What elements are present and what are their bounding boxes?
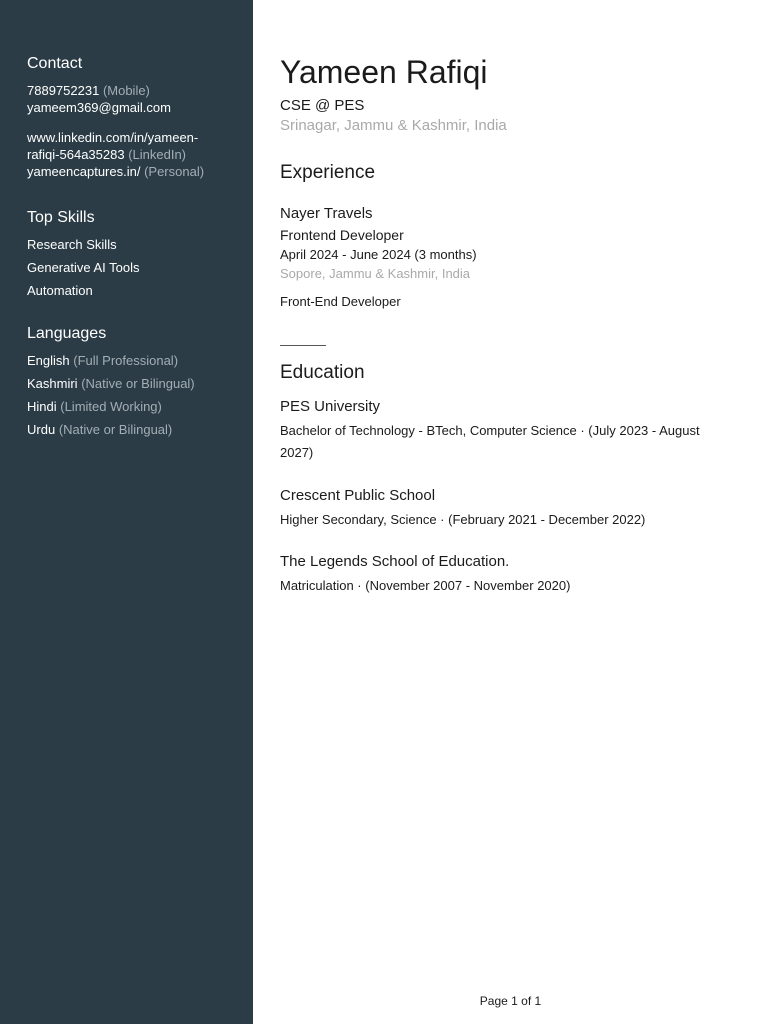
website-line — [27, 163, 242, 180]
languages-section — [27, 325, 242, 444]
experience-description: Front-End Developer — [280, 294, 401, 309]
language-name: English — [27, 353, 70, 368]
education-detail: Bachelor of Technology - BTech, Computer Science · (July 2023 - August 2027) — [280, 423, 700, 460]
linkedin-link-line1[interactable]: www.linkedin.com/in/yameen- — [27, 130, 199, 145]
language-item — [27, 398, 242, 415]
skills-heading: Top Skills — [27, 209, 95, 226]
language-item — [27, 421, 242, 438]
page-number: Page 1 of 1 — [479, 994, 542, 1008]
language-item — [27, 375, 242, 392]
profile-headline: CSE @ PES — [280, 97, 365, 114]
linkedin-link-line2[interactable]: rafiqi-564a35283 — [27, 147, 125, 162]
languages-heading: Languages — [27, 325, 107, 342]
phone-number[interactable]: 7889752231 — [27, 83, 100, 98]
language-item — [27, 352, 242, 369]
language-name: Hindi — [27, 399, 57, 414]
language-name: Kashmiri — [27, 376, 78, 391]
section-divider — [280, 345, 326, 346]
language-level: (Full Professional) — [73, 353, 179, 368]
language-name: Urdu — [27, 422, 56, 437]
contact-heading: Contact — [27, 55, 83, 72]
education-school: PES University — [280, 398, 381, 415]
language-level: (Limited Working) — [60, 399, 162, 414]
education-school: Crescent Public School — [280, 487, 436, 504]
skill-item: Research Skills — [27, 237, 117, 252]
skill-item: Generative AI Tools — [27, 260, 140, 275]
education-school: The Legends School of Education. — [280, 553, 510, 570]
phone-label: (Mobile) — [102, 83, 150, 98]
website-label: (Personal) — [144, 164, 205, 179]
contact-section — [27, 55, 242, 180]
language-level: (Native or Bilingual) — [81, 376, 195, 391]
experience-location: Sopore, Jammu & Kashmir, India — [280, 266, 471, 281]
linkedin-label: (LinkedIn) — [128, 147, 187, 162]
skill-item: Automation — [27, 283, 93, 298]
education-detail: Higher Secondary, Science · (February 2021 - December 2022) — [280, 512, 646, 527]
profile-location: Srinagar, Jammu & Kashmir, India — [280, 117, 507, 134]
language-level: (Native or Bilingual) — [58, 422, 173, 437]
experience-dates: April 2024 - June 2024 (3 months) — [280, 247, 477, 262]
linkedin-line2 — [27, 146, 242, 163]
profile-name: Yameen Rafiqi — [280, 54, 488, 90]
sidebar — [0, 0, 253, 1024]
experience-title: Frontend Developer — [280, 227, 404, 243]
email-link[interactable]: yameem369@gmail.com — [27, 100, 171, 115]
education-heading: Education — [280, 362, 365, 383]
website-link[interactable]: yameencaptures.in/ — [27, 164, 141, 179]
experience-company: Nayer Travels — [280, 205, 373, 222]
education-detail: Matriculation · (November 2007 - November 2020) — [280, 578, 571, 593]
phone-line — [27, 82, 242, 99]
experience-heading: Experience — [280, 162, 376, 183]
skills-section — [27, 209, 242, 305]
